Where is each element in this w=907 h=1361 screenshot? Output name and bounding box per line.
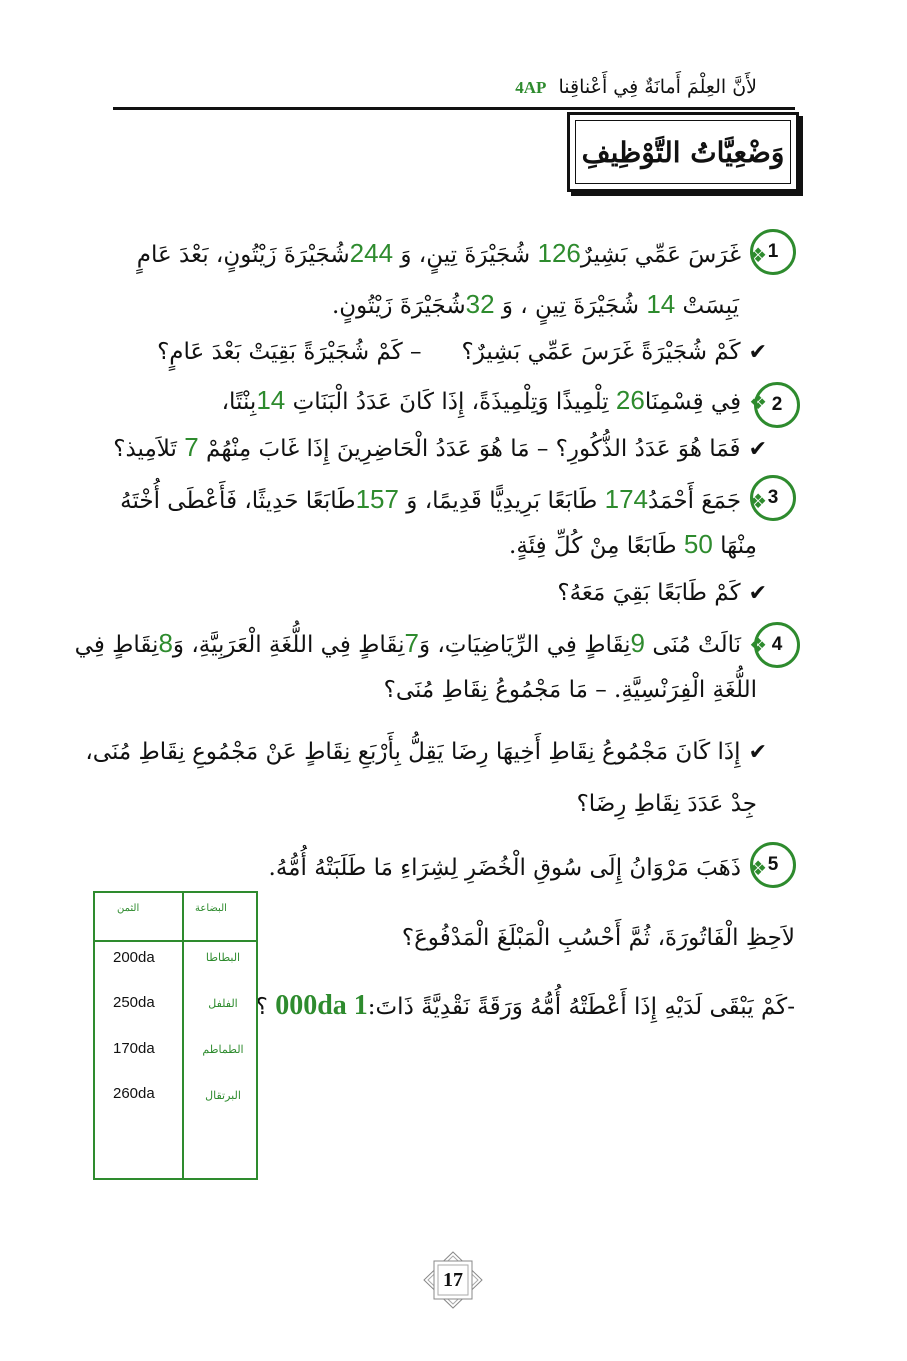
header-divider — [95, 940, 256, 942]
text: نَالَتْ مُنَى — [652, 632, 742, 658]
row-item: الفلفل — [208, 997, 238, 1010]
text: جَمَعَ أَحْمَدُ — [648, 488, 742, 514]
diamond-bullet-icon: ❖ — [749, 390, 767, 414]
column-divider — [182, 893, 184, 1178]
text: ذَهَبَ مَرْوَانُ إِلَى سُوقِ الْخُضَرِ لِشِرَاءِ مَا طَلَبَتْهُ أُمُّهُ. — [268, 855, 742, 881]
exercise-2-badge: 2 — [754, 382, 800, 428]
text: مِنْهَا — [720, 533, 757, 559]
exercise-1-line-1 — [137, 237, 767, 271]
exercise-3-badge: 3 — [750, 475, 796, 521]
text: بِنْتًا، — [221, 389, 257, 415]
number: 32 — [465, 289, 495, 319]
number: 8 — [158, 628, 173, 658]
text: فَمَا هُوَ عَدَدُ الذُّكُورِ؟ – مَا هُوَ عَدَدُ الْحَاضِرِينَ إِذَا غَابَ مِنْهُمْ — [206, 436, 741, 462]
exercise-4-line-2: اللُّغَةِ الْفِرَنْسِيَّةِ. – مَا مَجْمُوعُ نِقَاطِ مُنَى؟ — [383, 677, 757, 703]
header-motto-line — [515, 76, 757, 98]
number: 14 — [256, 385, 286, 415]
text: ؟ — [255, 994, 268, 1020]
row-item: البطاطا — [205, 951, 241, 964]
diamond-bullet-icon: ❖ — [749, 243, 767, 267]
exercise-5-intro — [269, 852, 767, 884]
text: تَلاَمِيذ؟ — [113, 436, 177, 462]
exercise-2-question — [113, 431, 767, 466]
text: شُجَيْرَةَ زَيْتُونٍ، بَعْدَ عَامٍ — [136, 242, 350, 268]
exercise-5-question-1: لاَحِظِ الْفَاتُورَةَ، ثُمَّ أَحْسُبِ الْمَبْلَغَ الْمَدْفُوعَ؟ — [401, 925, 795, 951]
check-bullet-icon: ✔ — [748, 740, 767, 765]
exercise-4-question-1 — [85, 736, 767, 769]
page-title: وَضْعِيَّاتُ التَّوْظِيفِ — [575, 120, 791, 184]
diamond-bullet-icon: ❖ — [749, 489, 767, 513]
question: كَمْ طَابَعًا بَقِيَ مَعَهُ؟ — [557, 580, 741, 606]
header-motto: لأَنَّ العِلْمَ أَمانَةٌ فِي أَعْناقِنا — [558, 76, 757, 98]
exercise-4-question-2: جِدْ عَدَدَ نِقَاطِ رِضَا؟ — [576, 791, 757, 817]
header-rule — [113, 107, 795, 110]
page-number: 17 — [443, 1268, 463, 1291]
row-price: 260da — [113, 1085, 155, 1102]
page-header — [95, 60, 795, 110]
text: فِي قِسْمِنَا — [644, 389, 742, 415]
check-bullet-icon: ✔ — [748, 581, 767, 606]
exercise-1-line-2 — [332, 288, 739, 322]
exercise-3-line-1 — [120, 483, 767, 517]
text: طَابَعًا مِنْ كُلِّ فِئَةٍ. — [509, 533, 677, 559]
exercise-5-badge: 5 — [750, 842, 796, 888]
text: نِقَاطٍ فِي اللُّغَةِ الْعَرَبِيَّةِ، وَ — [172, 632, 405, 658]
question: – كَمْ شُجَيْرَةً بَقِيَتْ بَعْدَ عَامٍ؟ — [157, 339, 422, 365]
text: نِقَاطٍ فِي — [74, 632, 159, 658]
number: 7 — [404, 628, 419, 658]
diamond-bullet-icon: ❖ — [749, 633, 767, 657]
exercise-4-line-1 — [75, 627, 767, 661]
number: 26 — [615, 385, 645, 415]
exercise-3-question — [557, 577, 767, 610]
check-bullet-icon: ✔ — [748, 340, 767, 365]
diamond-bullet-icon: ❖ — [749, 856, 767, 880]
row-price: 170da — [113, 1040, 155, 1057]
number: 50 — [683, 529, 713, 559]
row-price: 250da — [113, 994, 155, 1011]
text: طَابَعًا حَدِيثًا، فَأَعْطَى أُخْتَهُ — [120, 488, 356, 514]
exercise-3-line-2 — [509, 528, 757, 562]
number: 126 — [537, 238, 581, 268]
text: شُجَيْرَةَ تِينٍ ، وَ — [501, 293, 639, 319]
number: 14 — [646, 289, 676, 319]
question: كَمْ شُجَيْرَةً غَرَسَ عَمِّي بَشِيرٌ؟ — [461, 339, 741, 365]
number: 9 — [630, 628, 645, 658]
row-item: الطماطم — [202, 1043, 244, 1056]
text: طَابَعًا بَرِيدِيًّا قَدِيمًا، وَ — [406, 488, 598, 514]
row-item: البرتقال — [205, 1089, 241, 1102]
exercise-2-line-1 — [222, 384, 767, 418]
exercise-4-badge: 4 — [754, 622, 800, 668]
header-price: الثمن — [117, 903, 140, 914]
number: 157 — [355, 484, 399, 514]
invoice-table — [93, 891, 258, 1180]
header-item: البضاعة — [195, 903, 227, 914]
text: غَرَسَ عَمِّي بَشِيرٌ — [580, 242, 742, 268]
page-number-ornament — [418, 1250, 488, 1310]
number: 7 — [184, 432, 199, 462]
question: إِذَا كَانَ مَجْمُوعُ نِقَاطِ أَخِيهَا رِضَا يَقِلُّ بِأَرْبَعِ نِقَاطٍ عَنْ مَجْمُوعِ نِقَاطِ مُنَى، — [85, 739, 741, 765]
title-frame — [567, 112, 799, 192]
exercise-5-question-2 — [256, 990, 795, 1023]
exercise-1-questions — [157, 336, 767, 369]
amount: 1 000da — [275, 990, 368, 1021]
row-price: 200da — [113, 949, 155, 966]
text: شُجَيْرَةَ تِينٍ، وَ — [400, 242, 531, 268]
text: شُجَيْرَةَ زَيْتُونٍ. — [331, 293, 466, 319]
number: 174 — [604, 484, 649, 514]
text: -كَمْ يَبْقَى لَدَيْهِ إِذَا أَعْطَتْهُ أُمُّهُ وَرَقَةً نَقْدِيَّةً ذَاتَ: — [367, 994, 795, 1020]
exercise-1-badge: 1 — [750, 229, 796, 275]
header-level: 4AP — [515, 78, 547, 97]
number: 244 — [349, 238, 394, 268]
check-bullet-icon: ✔ — [748, 437, 767, 462]
text: يَبِسَتْ — [682, 293, 739, 319]
text: تِلْمِيذًا وَتِلْمِيذَةً، إِذَا كَانَ عَدَدُ الْبَنَاتِ — [292, 389, 609, 415]
text: نِقَاطٍ فِي الرِّيَاضِيَاتِ، وَ — [418, 632, 631, 658]
